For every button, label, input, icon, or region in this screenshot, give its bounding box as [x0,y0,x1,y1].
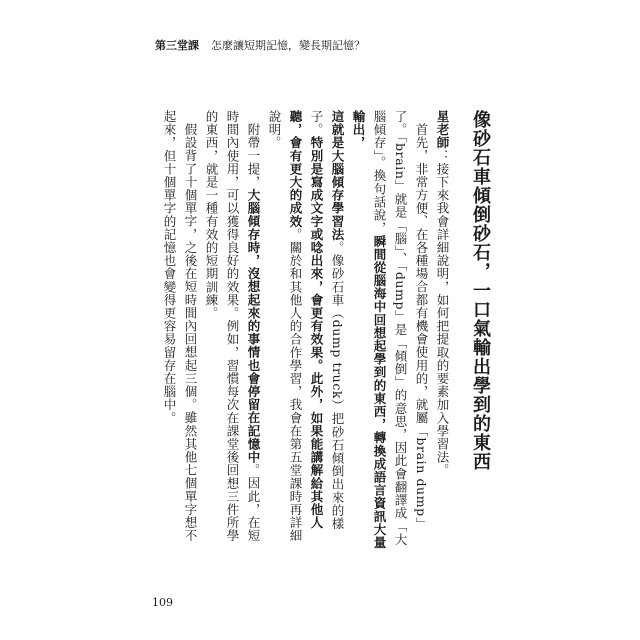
paragraph-2-text: 首先，非常方便、在各種場合都有機會使用的，就屬「brain dump」了。「brain」就是「腦」、「dump」是「傾倒」的意思，因此會翻譯成「大腦傾存」。換句話說， [372,110,429,546]
paragraph-4 [201,110,264,550]
paragraph-3-text-b: 。關於和其他人的合作學習，我會在第五堂課時再詳細說明。 [267,110,303,543]
paragraph-3-bold-a: 這就是大腦傾存學習法 [330,110,345,241]
paragraph-5 [159,110,201,550]
paragraph-3 [264,110,348,550]
paragraph-3-bold-b: 特別是寫成文字或唸出來，會更有效果。此外，如果能講解給其他人聽，會有更大的成效 [288,110,324,530]
page-number: 109 [152,596,173,609]
paragraph-4-text-a: 附帶一提， [246,122,261,188]
paragraph-1-text: ：接下來我會詳細說明，如何把提取的要素加入學習法。 [435,149,450,477]
paragraph-4-text-b: 。因此，在短時間內使用，可以獲得良好的效果。例如，習慣每次在課堂後回想三件所學的東西，就是一種有效的短期訓練。 [204,110,261,543]
paragraph-3-text-a: 。像砂石車（dump truck）把砂石傾倒出來的樣子。 [309,110,345,531]
speaker-name: 星老師 [435,110,450,150]
section-heading: 像砂石車傾倒砂石，一口氣輸出學到的東西 [470,110,491,471]
chapter-title: 怎麼讓短期記憶，變長期記憶？ [211,39,365,52]
body-text [150,110,495,550]
paragraph-5-text: 假設背了十個單字，之後在短時間內回想起三個。雖然其他七個單字想不起來，但十個單字的記憶也會變得更容易留存在腦中。 [162,110,198,542]
paragraph-4-bold: 大腦傾存時，沒想起來的事情也會停留在記憶中 [246,188,261,464]
paragraph-1 [432,110,453,550]
paragraph-2-bold: 瞬間從腦海中回想起學到的東西，轉換成語言資訊大量輸出， [351,110,387,550]
paragraph-2 [348,110,432,550]
chapter-label: 第三堂課 [155,39,199,52]
running-head [155,37,365,53]
